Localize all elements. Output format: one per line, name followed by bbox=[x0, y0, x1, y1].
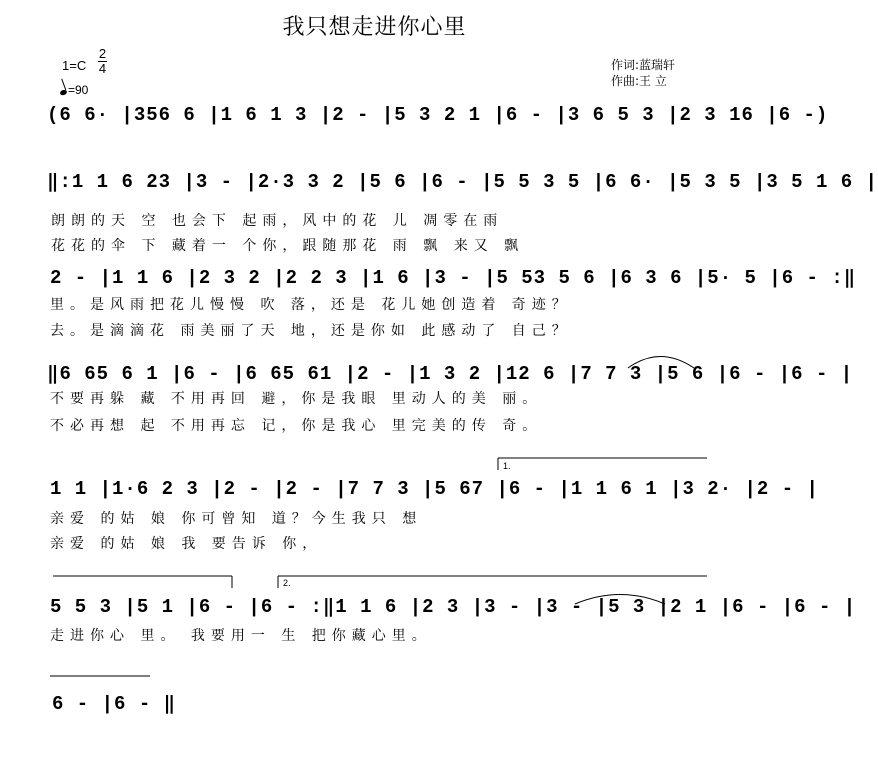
notation-line: 1 1 |1·6 2 3 |2 - |2 - |7 7 3 |5 67 |6 - |1 1 6 1 |3 2· |2 - | bbox=[50, 478, 819, 500]
lyrics-verse-1: 亲爱 的姑 娘 你可曾知 道？今生我只 想 bbox=[50, 511, 423, 527]
notation-line: 6 - |6 - ‖ bbox=[52, 693, 177, 715]
time-denominator: 4 bbox=[98, 61, 107, 76]
volta-2-label: 2. bbox=[283, 578, 291, 588]
lyrics-verse-2: 亲爱 的姑 娘 我 要告诉 你， bbox=[50, 536, 323, 552]
lyrics-verse-2: 不必再想 起 不用再忘 记，你是我心 里完美的传 奇。 bbox=[50, 418, 543, 434]
notation-line: 5 5 3 |5 1 |6 - |6 - :‖1 1 6 |2 3 |3 - |3 - |5 3 |2 1 |6 - |6 - | bbox=[50, 596, 857, 618]
tie-arc bbox=[628, 357, 694, 369]
notation-line: (6 6· |356 6 |1 6 1 3 |2 - |5 3 2 1 |6 - |3 6 5 3 |2 3 16 |6 -) bbox=[47, 104, 829, 126]
notation-line: ‖6 65 6 1 |6 - |6 65 61 |2 - |1 3 2 |12 6 |7 7 3 |5 6 |6 - |6 - | bbox=[47, 363, 854, 385]
notation-line: 2 - |1 1 6 |2 3 2 |2 2 3 |1 6 |3 - |5 53 5 6 |6 3 6 |5· 5 |6 - :‖ bbox=[50, 267, 857, 289]
tempo-value: =90 bbox=[68, 83, 89, 97]
notation-line: ‖:1 1 6 23 |3 - |2·3 3 2 |5 6 |6 - |5 5 3 5 |6 6· |5 3 5 |3 5 1 6 | bbox=[47, 171, 878, 193]
lyrics-verse-2: 去。是滴滴花 雨美丽了天 地，还是你如 此感动了 自己？ bbox=[50, 323, 572, 339]
lyrics-verse-1: 走进你心 里。 我要用一 生 把你藏心里。 bbox=[50, 628, 432, 644]
time-numerator: 2 bbox=[98, 46, 107, 61]
lyricist-credit: 作词:蓝瑞轩 bbox=[611, 58, 676, 72]
lyrics-verse-1: 不要再躲 藏 不用再回 避，你是我眼 里动人的美 丽。 bbox=[50, 391, 543, 407]
tie-arc bbox=[575, 595, 665, 605]
lyrics-verse-1: 里。是风雨把花儿慢慢 吹 落，还是 花儿她创造着 奇迹？ bbox=[50, 297, 572, 313]
lyrics-verse-2: 花花的伞 下 藏着一 个你，跟随那花 雨 飘 来又 飘 bbox=[51, 238, 525, 254]
song-title: 我只想走进你心里 bbox=[282, 15, 467, 40]
volta-1-label: 1. bbox=[503, 461, 511, 471]
composer-credit: 作曲:王 立 bbox=[611, 74, 667, 88]
lyrics-verse-1: 朗朗的天 空 也会下 起雨，风中的花 儿 凋零在雨 bbox=[51, 213, 504, 229]
key-signature: 1=C bbox=[62, 58, 87, 73]
